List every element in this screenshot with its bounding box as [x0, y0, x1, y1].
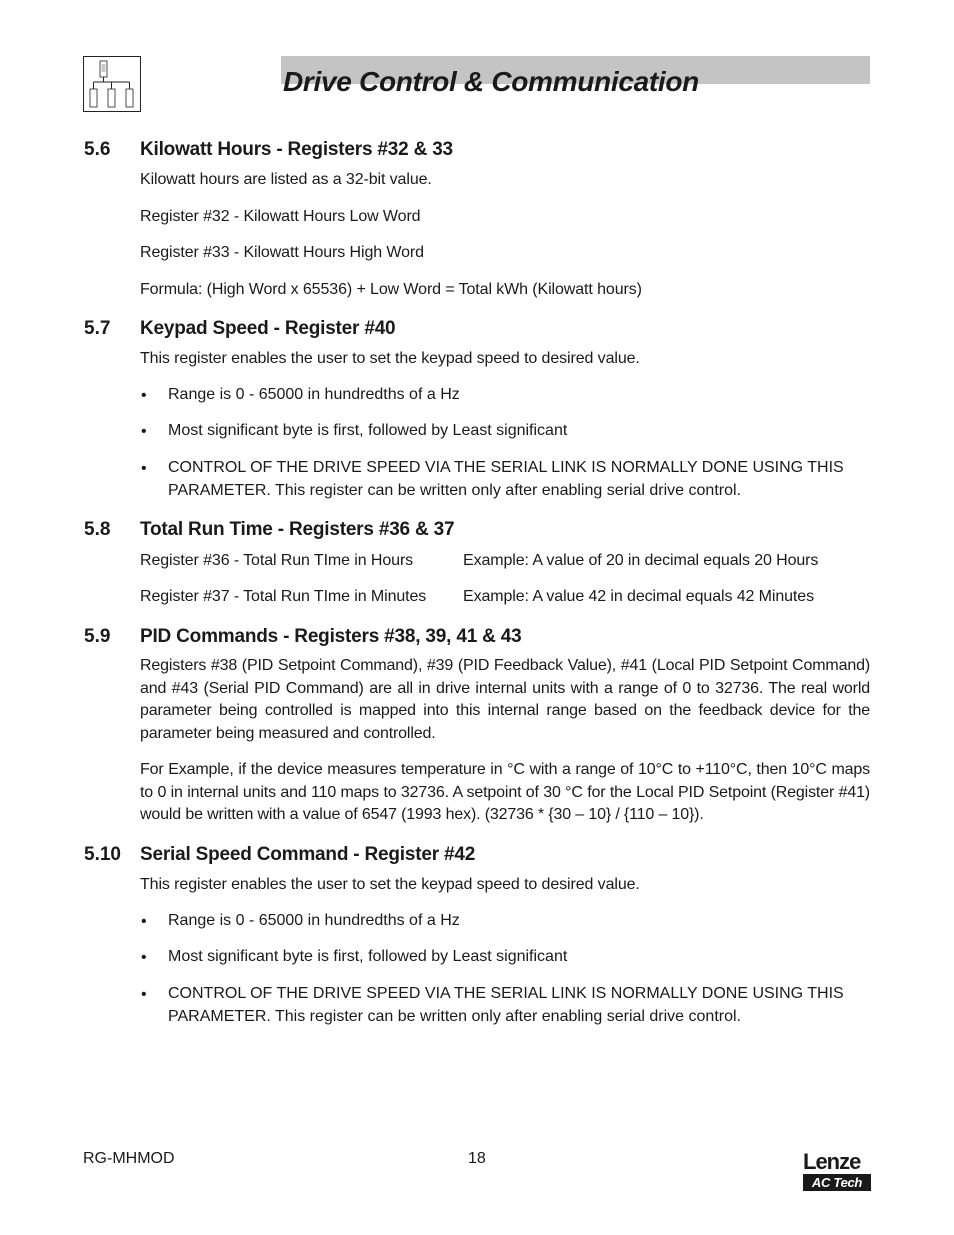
network-diagram-icon	[83, 56, 141, 112]
bullet-icon: •	[141, 423, 147, 440]
bullet-icon: •	[141, 949, 147, 966]
body-text: Register #32 - Kilowatt Hours Low Word	[140, 208, 421, 225]
register-label: Register #37 - Total Run TIme in Minutes	[140, 588, 427, 605]
brand-name: Lenze	[803, 1149, 861, 1174]
page-number: 18	[468, 1150, 486, 1167]
formula-text: Formula: (High Word x 65536) + Low Word = Total kWh (Kilowatt hours)	[140, 281, 642, 298]
bullet-icon: •	[141, 986, 147, 1003]
section-heading: PID Commands - Registers #38, 39, 41 & 43	[140, 626, 522, 647]
section-number: 5.9	[84, 626, 111, 647]
bullet-item: Most significant byte is first, followed by Least significant	[168, 422, 568, 439]
body-text: Kilowatt hours are listed as a 32-bit value.	[140, 171, 432, 188]
brand-logo	[803, 1150, 871, 1191]
section-heading: Total Run Time - Registers #36 & 37	[140, 519, 455, 540]
bullet-item: CONTROL OF THE DRIVE SPEED VIA THE SERIAL LINK IS NORMALLY DONE USING THIS PARAMETER. This register can be written only after enabling serial drive control.	[168, 459, 844, 499]
brand-subtitle: AC Tech	[803, 1174, 871, 1191]
body-text: Register #33 - Kilowatt Hours High Word	[140, 244, 424, 261]
register-example: Example: A value of 20 in decimal equals 20 Hours	[463, 552, 819, 569]
page-title: Drive Control & Communication	[283, 66, 699, 97]
section-number: 5.7	[84, 318, 111, 339]
body-paragraph: For Example, if the device measures temperature in °C with a range of 10°C to +110°C, then 10°C maps to 0 in internal units and 110 maps to 32736. A setpoint of 30 °C for the Local PID Setpoint (Register #41) would be written with a value of 6547 (1993 hex). (32736 * {30 – 10} / {110 – 10}).	[140, 761, 870, 823]
section-heading: Keypad Speed - Register #40	[140, 318, 396, 339]
bullet-icon: •	[141, 913, 147, 930]
body-text: This register enables the user to set the keypad speed to desired value.	[140, 876, 640, 893]
register-label: Register #36 - Total Run TIme in Hours	[140, 552, 414, 569]
document-code: RG-MHMOD	[83, 1150, 175, 1167]
register-example: Example: A value 42 in decimal equals 42 Minutes	[463, 588, 814, 605]
bullet-item: Most significant byte is first, followed by Least significant	[168, 948, 568, 965]
section-number: 5.10	[84, 844, 121, 865]
body-paragraph: Registers #38 (PID Setpoint Command), #39 (PID Feedback Value), #41 (Local PID Setpoint Command) and #43 (Serial PID Command) are all in drive internal units with a range of 0 to 32736. The real world parameter being controlled is mapped into this internal range based on the feedback device for the parameter being measured and controlled.	[140, 657, 870, 742]
bullet-icon: •	[141, 387, 147, 404]
section-heading: Kilowatt Hours - Registers #32 & 33	[140, 139, 453, 160]
section-heading: Serial Speed Command - Register #42	[140, 844, 476, 865]
body-text: This register enables the user to set the keypad speed to desired value.	[140, 350, 640, 367]
section-number: 5.8	[84, 519, 111, 540]
section-number: 5.6	[84, 139, 111, 160]
bullet-item: CONTROL OF THE DRIVE SPEED VIA THE SERIAL LINK IS NORMALLY DONE USING THIS PARAMETER. This register can be written only after enabling serial drive control.	[168, 985, 844, 1025]
bullet-item: Range is 0 - 65000 in hundredths of a Hz	[168, 912, 460, 929]
bullet-item: Range is 0 - 65000 in hundredths of a Hz	[168, 386, 460, 403]
bullet-icon: •	[141, 460, 147, 477]
